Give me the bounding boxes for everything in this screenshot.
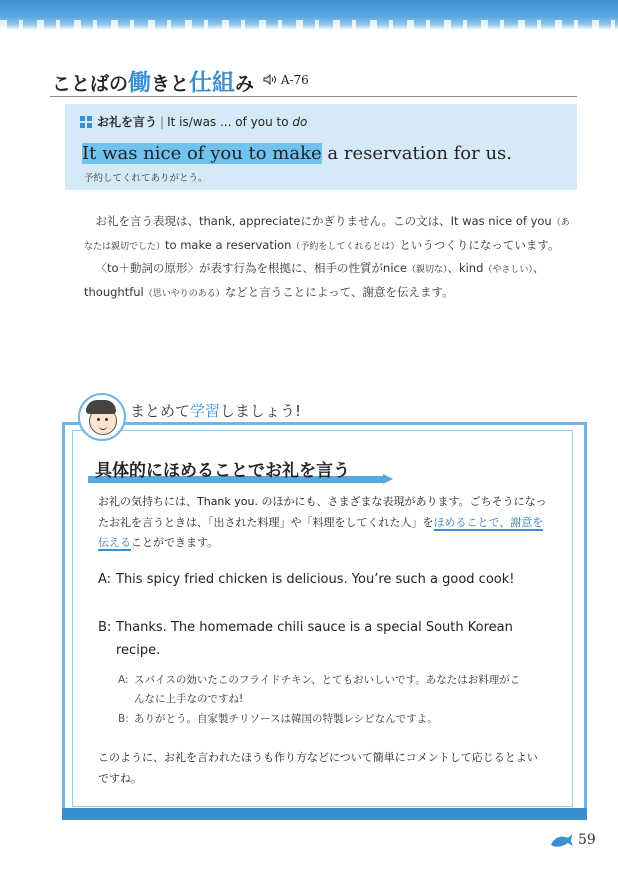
- example-translation: 予約してくれてありがとう。: [84, 173, 208, 184]
- explanation-paragraph: 〈to＋動詞の原形〉が表す行為を根拠に、相手の性質がnice（親切な）、kind（やさしい）、thoughtful（思いやりのある）などと言うことによって、謝意を伝えます。: [84, 261, 545, 299]
- translation-text: スパイスの効いたこのフライドチキン、とてもおいしいです。あなたはお料理がこんなに上手なのですね!: [134, 674, 521, 705]
- dialog-text: Thanks. The homemade chili sauce is a special South Korean recipe.: [116, 620, 513, 658]
- page-number: 59: [578, 832, 596, 848]
- speaker-label: B:: [98, 620, 112, 635]
- translation-text: ありがとう。自家製チリソースは韓国の特製レシピなんですよ。: [134, 713, 438, 725]
- audio-track[interactable]: [263, 73, 309, 87]
- phrase-label: お礼を言う | It is/was ... of you to do: [97, 115, 308, 129]
- summary-title: 具体的にほめることでお礼を言う: [95, 461, 350, 481]
- key-point: ほめることで、謝意を伝える: [98, 515, 544, 549]
- summary-body: お礼の気持ちには、Thank you. のほかにも、さまざまな表現があります。ごちそうになったお礼を言うときは、「出された料理」や「料理をしてくれた人」をほめることで、謝意を伝えることができます。: [98, 495, 547, 549]
- summary-caption: まとめて学習しましょう!: [130, 402, 302, 420]
- dialog-line: [98, 616, 558, 662]
- top-watercolor-band: [0, 0, 618, 30]
- title-divider: [50, 96, 577, 97]
- example-highlight: It was nice of you to make: [82, 143, 322, 164]
- example-sentence: [82, 143, 512, 164]
- grid-icon: [80, 116, 92, 128]
- dialog-line: [98, 568, 558, 591]
- fish-icon: [548, 829, 574, 849]
- summary-box-base: [62, 808, 587, 820]
- speaker-label: A:: [118, 674, 129, 686]
- caption-divider: [130, 422, 581, 423]
- dialog-translation: [118, 710, 538, 729]
- speaker-label: A:: [98, 572, 112, 587]
- dialog-translation: [118, 671, 538, 709]
- explanation: [84, 211, 574, 305]
- title-text-accent: 仕組: [189, 70, 236, 96]
- title-text-accent: 働: [128, 70, 152, 96]
- speaker-icon: [263, 74, 277, 85]
- title-text: み: [235, 73, 255, 95]
- audio-track-label: A-76: [280, 73, 309, 87]
- phrase-pattern: It is/was ... of you to: [167, 115, 293, 129]
- dialog-text: This spicy fried chicken is delicious. You’re such a good cook!: [116, 572, 515, 587]
- avatar-icon: [78, 393, 126, 441]
- example-rest: a reservation for us.: [321, 143, 513, 164]
- phrase-function: お礼を言う: [97, 115, 158, 129]
- summary-closing: このように、お礼を言われたほうも作り方などについて簡単にコメントして応じるとよいですね。: [98, 751, 538, 785]
- speaker-label: B:: [118, 713, 129, 725]
- phrase-pattern-verb: do: [292, 115, 308, 129]
- title-text: ことばの: [52, 73, 129, 95]
- explanation-paragraph: お礼を言う表現は、thank, appreciateにかぎりません。この文は、It was nice of you（あなたは親切でした）to make a reservation（予約をしてくれるとは）というつくりになっています。: [84, 214, 570, 252]
- section-title: [52, 64, 255, 96]
- title-text: きと: [151, 73, 190, 95]
